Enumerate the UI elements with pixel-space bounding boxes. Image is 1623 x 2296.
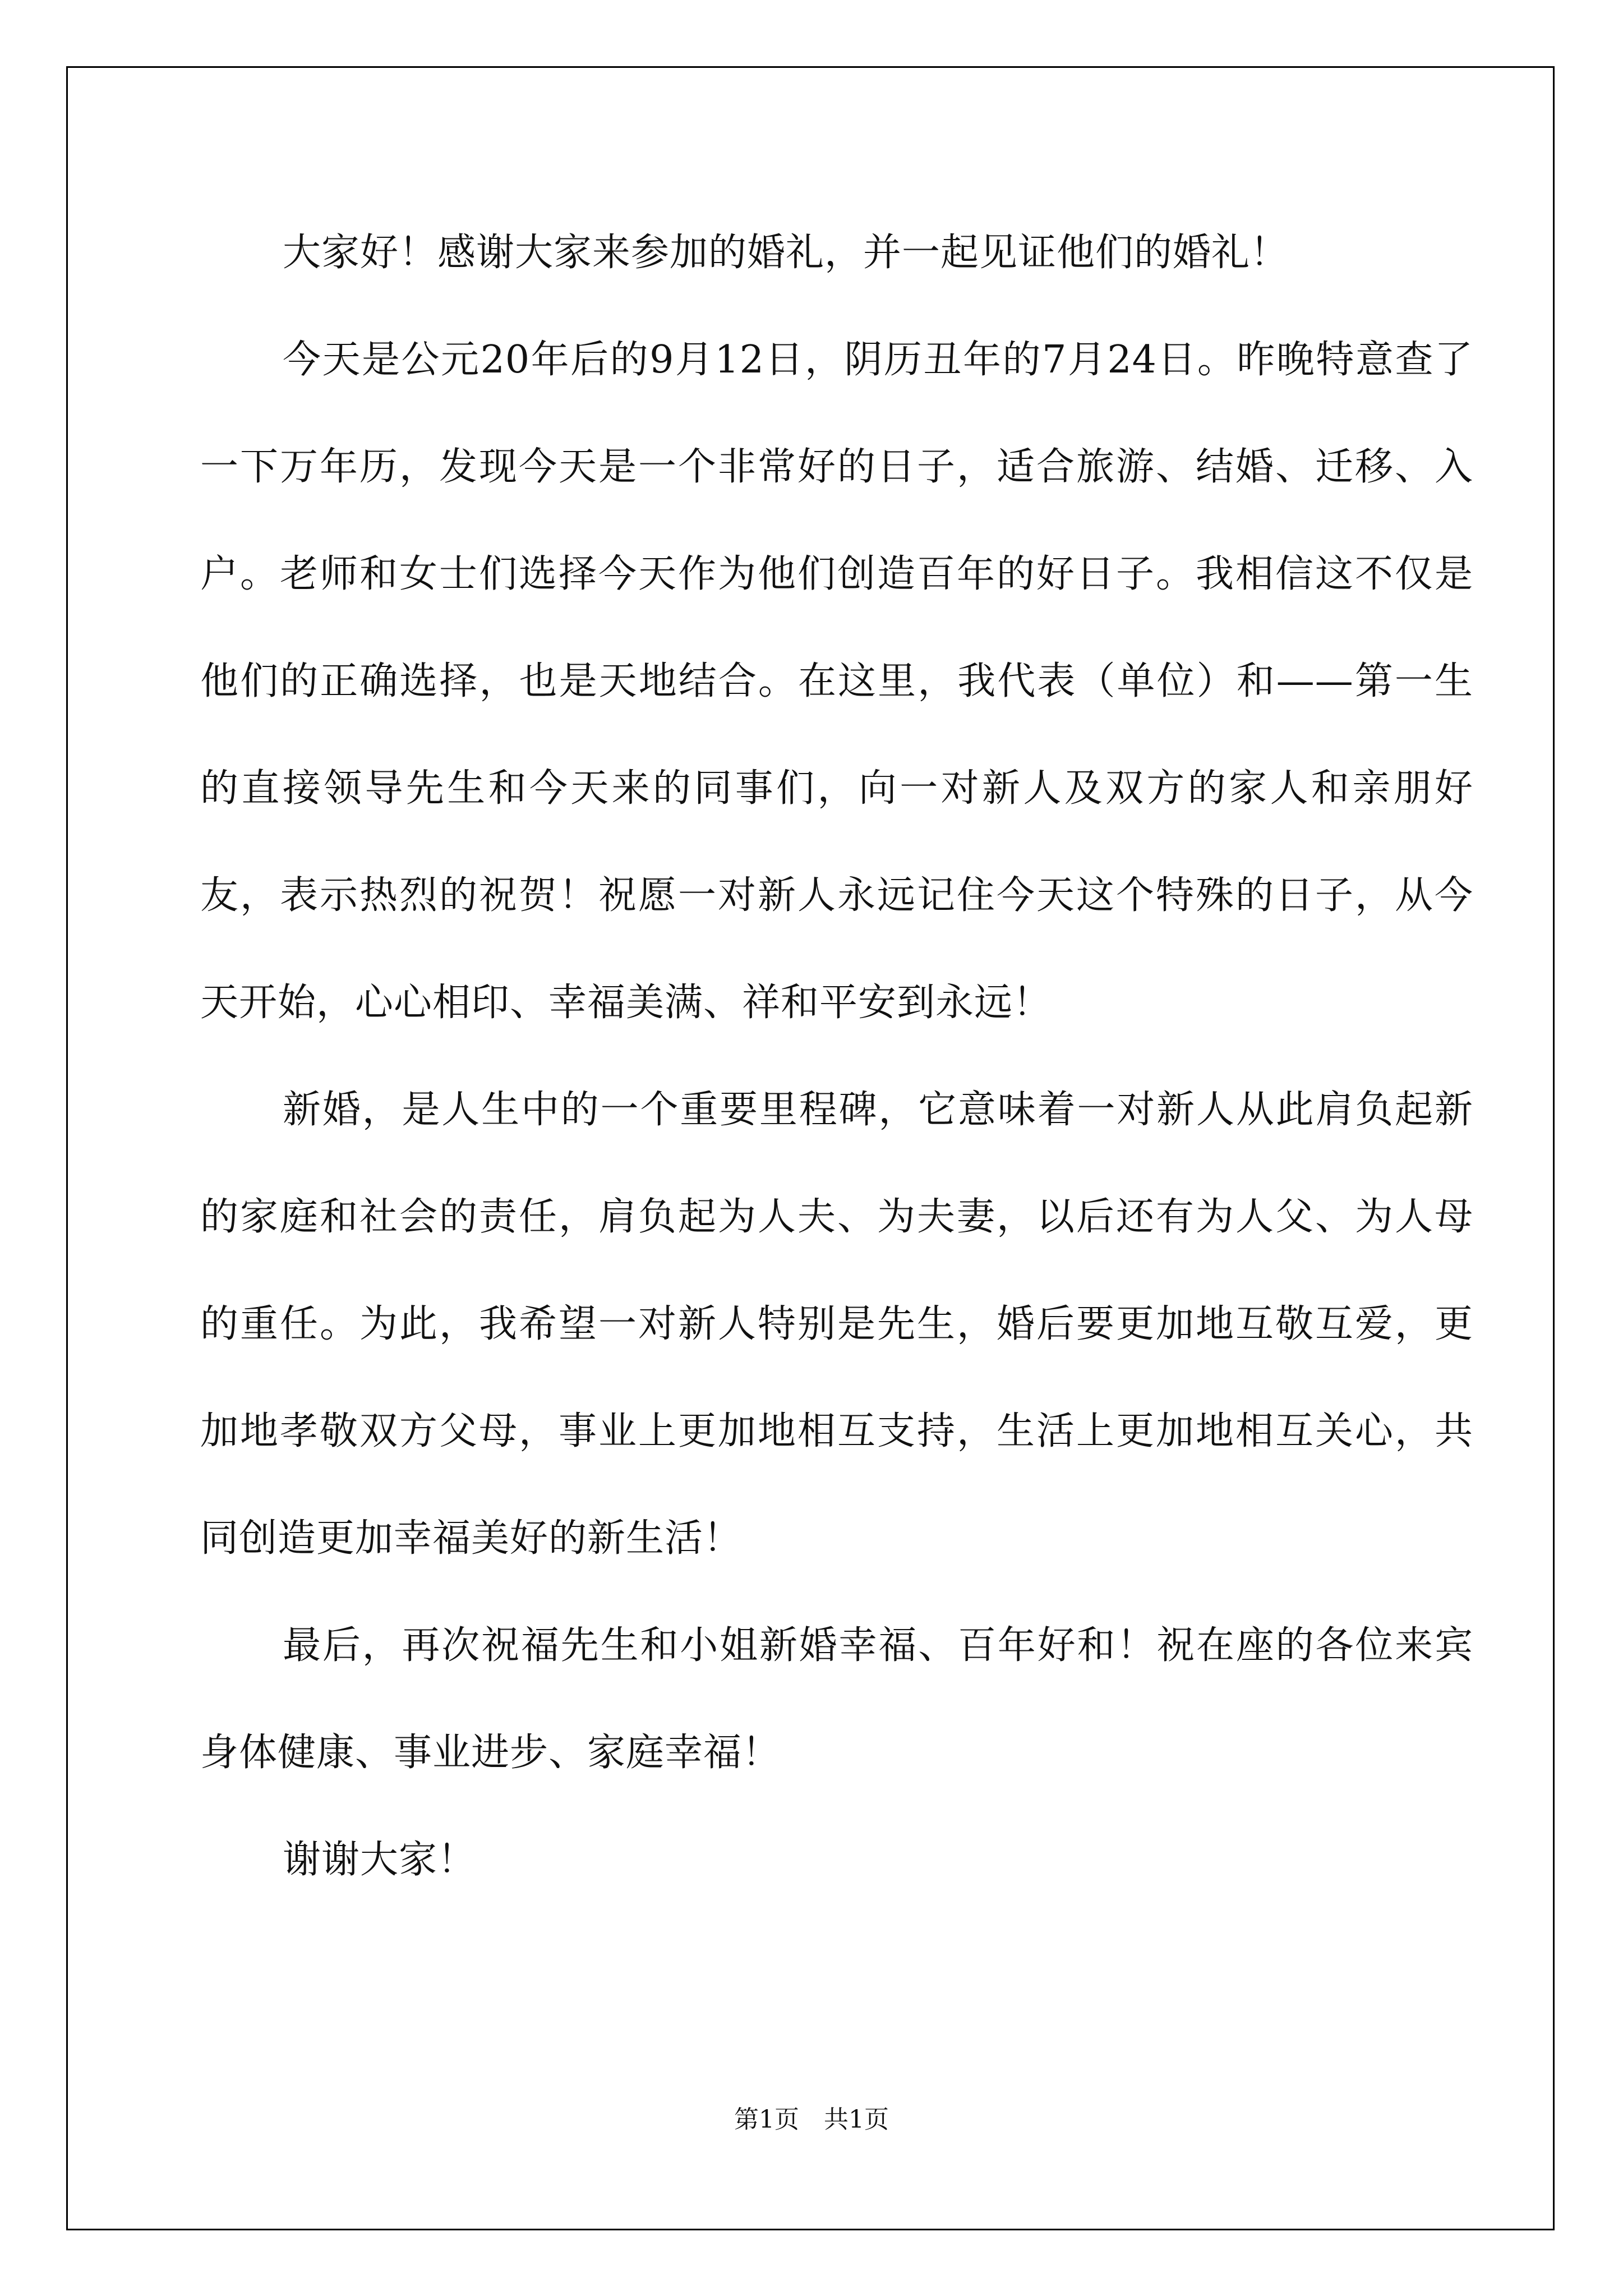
paragraph-thanks: 谢谢大家！ [283, 1838, 477, 1882]
paragraph-final-blessing: 最后，再次祝福先生和小姐新婚幸福、百年好和！祝在座的各位来宾身体健康、事业进步、家庭幸福！ [200, 1623, 1473, 1775]
paragraph-marriage-responsibility: 新婚，是人生中的一个重要里程碑，它意味着一对新人从此肩负起新的家庭和社会的责任，肩负起为人夫、为夫妻，以后还有为人父、为人母的重任。为此，我希望一对新人特别是先生，婚后要更加地互敬互爱，更加地孝敬双方父母，事业上更加地相互支持，生活上更加地相互关心，共同创造更加幸福美好的新生活！ [200, 1088, 1473, 1561]
page-number-footer: 第1页 共1页 [734, 2105, 889, 2134]
document-body [200, 199, 1473, 1913]
paragraph-date-and-congratulations: 今天是公元20年后的9月12日，阴历丑年的7月24日。昨晚特意查了一下万年历，发现今天是一个非常好的日子，适合旅游、结婚、迁移、入户。老师和女士们选择今天作为他们创造百年的好日子。我相信这不仅是他们的正确选择，也是天地结合。在这里，我代表（单位）和——第一生的直接领导先生和今天来的同事们，向一对新人及双方的家人和亲朋好友，表示热烈的祝贺！祝愿一对新人永远记住今天这个特殊的日子，从今天开始，心心相印、幸福美满、祥和平安到永远！ [200, 338, 1473, 1025]
paragraph-greeting: 大家好！感谢大家来参加的婚礼，并一起见证他们的婚礼！ [283, 231, 1289, 275]
